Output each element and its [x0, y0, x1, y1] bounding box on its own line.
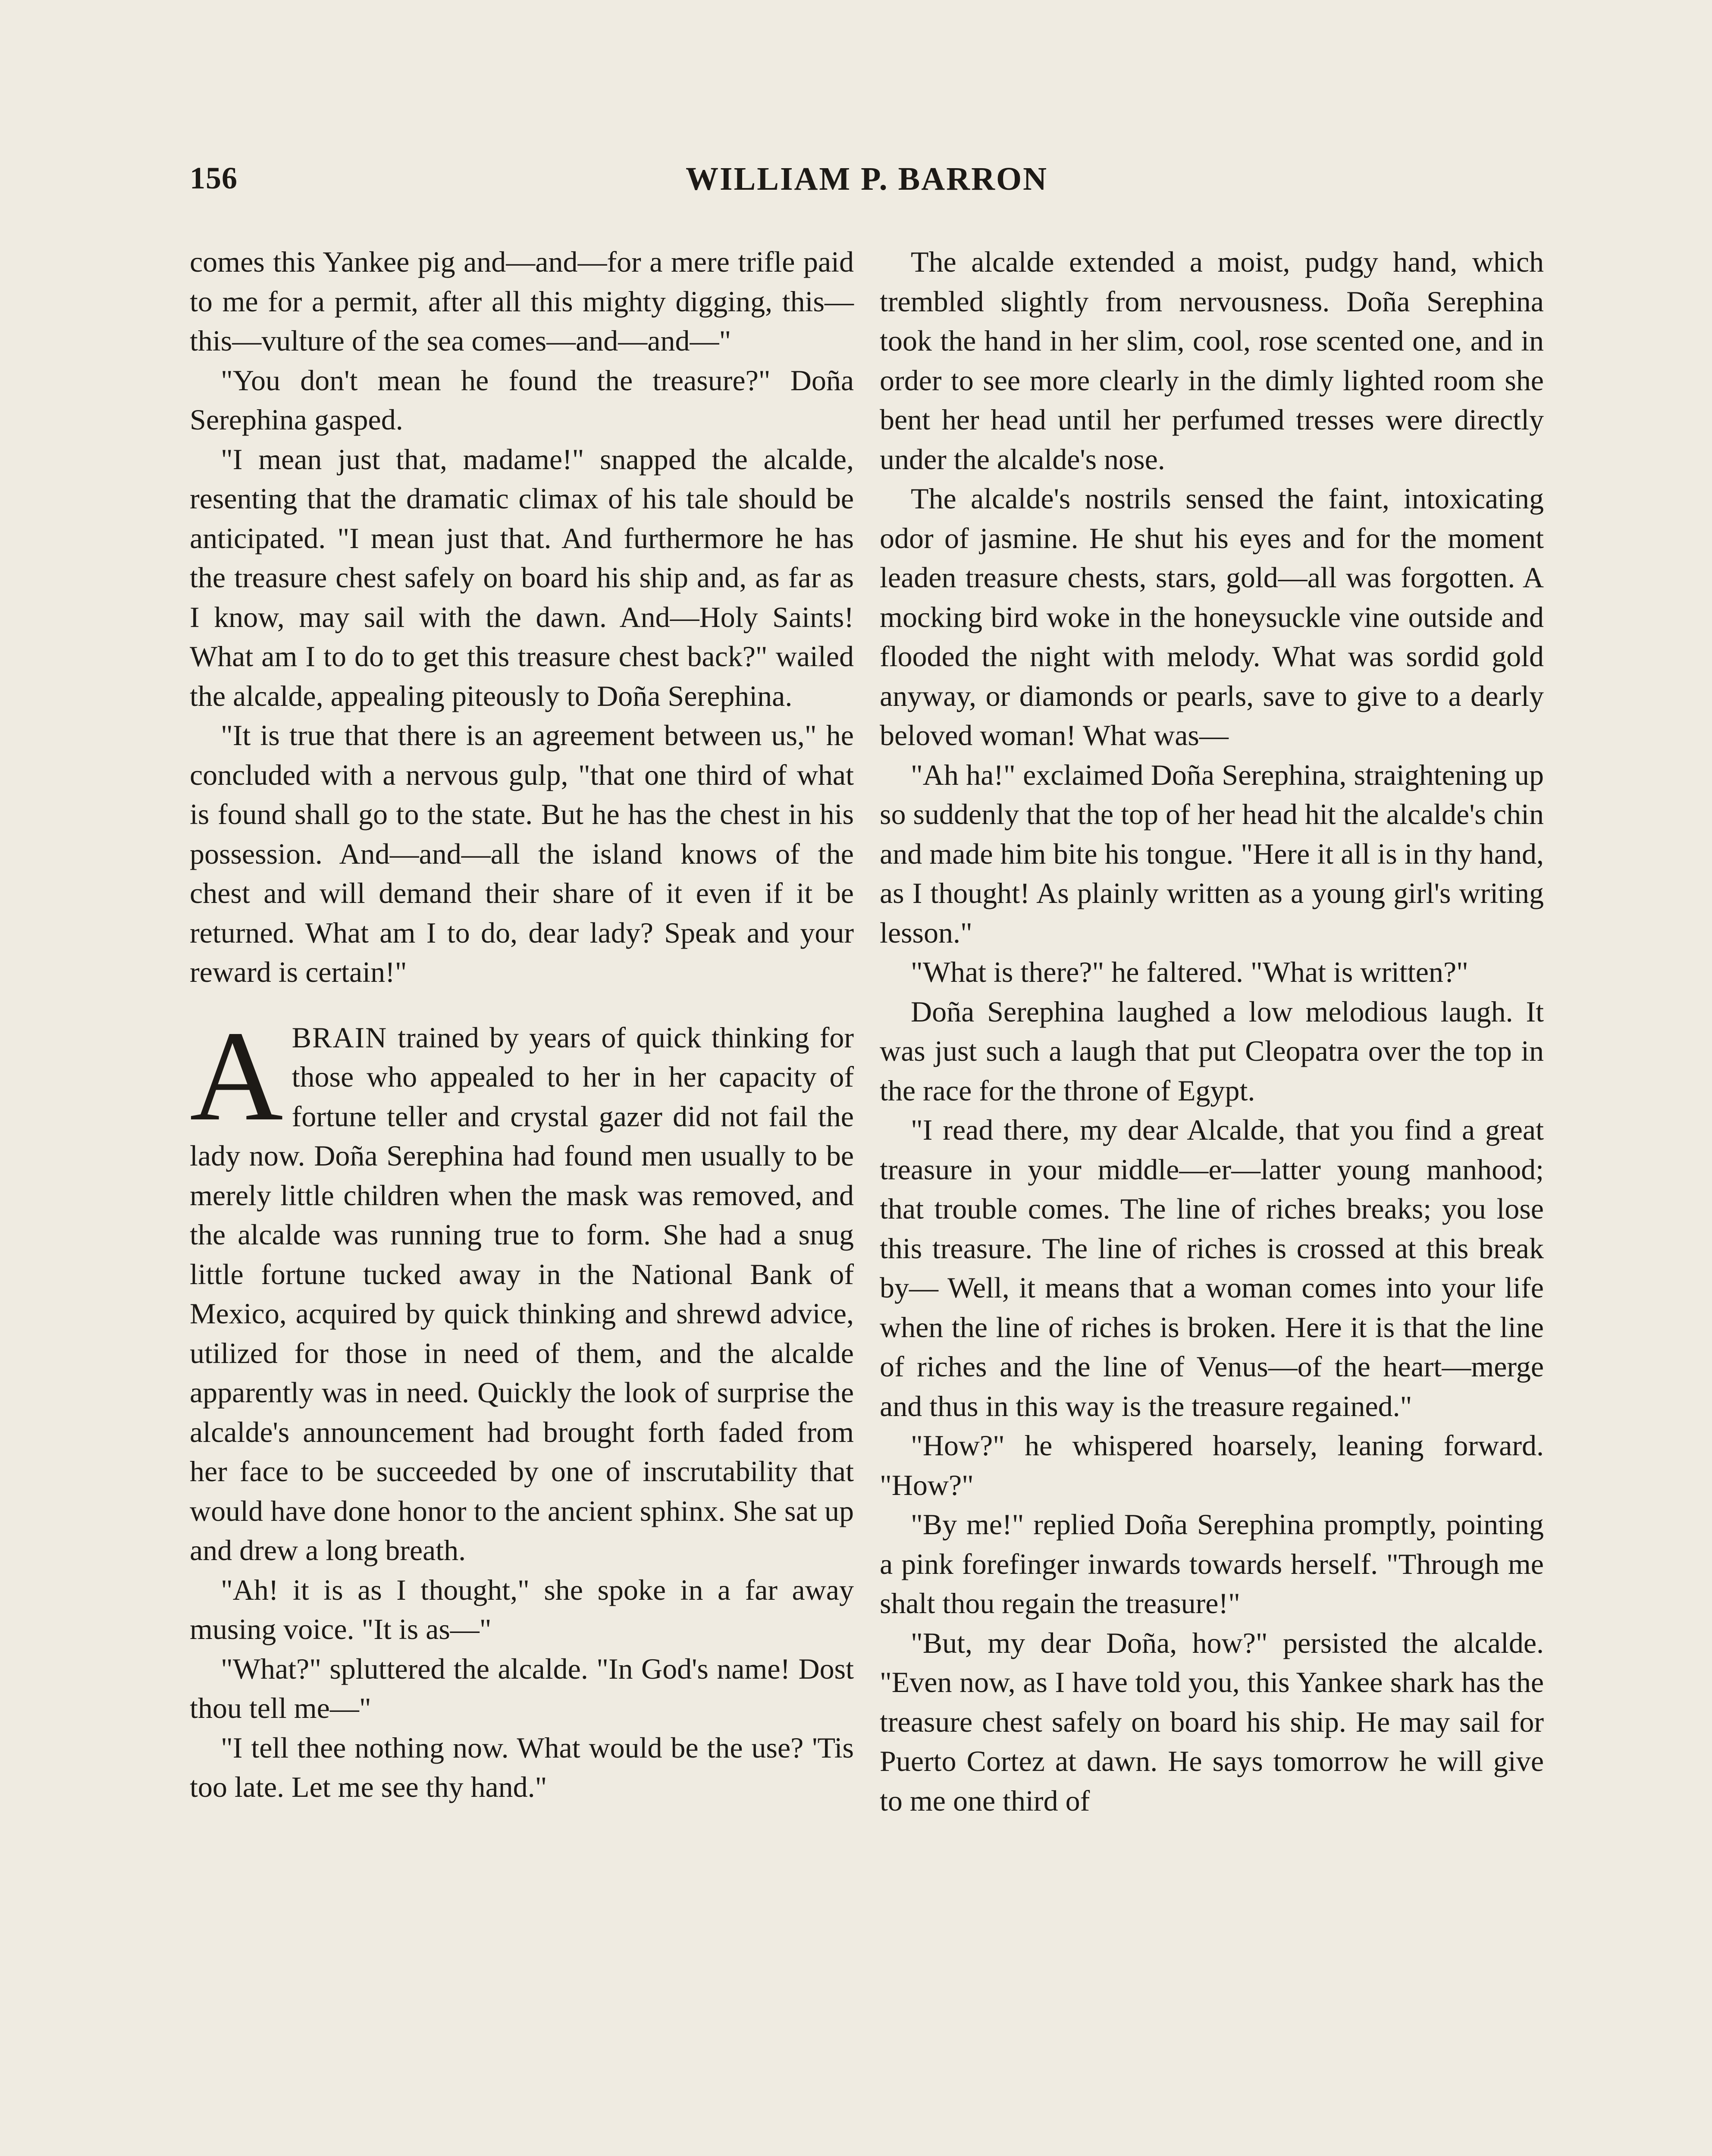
section-text: trained by years of quick thinking for those who appealed to her in her capacity of fortune teller and crystal gazer did not fail the lady now. Doña Serephina had found men usually to be merely little children when the mask was removed, and the alcalde was running true to form. She had a snug little fortune tucked away in the National Bank of Mexico, acquired by quick thinking and shrewd advice, utilized for those in need of them, and the alcalde apparently was in need. Quickly the look of surprise the alcalde's announcement had brought forth faded from her face to be succeeded by one of inscrutability that would have done honor to the ancient sphinx. She sat up and drew a long breath. — [190, 1021, 854, 1567]
page-header — [190, 160, 1544, 208]
page-number: 156 — [190, 161, 238, 195]
paragraph: The alcalde's nostrils sensed the faint, intoxicating odor of jasmine. He shut his eyes and for the moment leaden treasure chests, stars, gold—all was forgotten. A mocking bird woke in the honeysuckle vine outside and flooded the night with melody. What was sordid gold anyway, or diamonds or pearls, save to give to a dearly beloved woman! What was— — [880, 482, 1544, 752]
paragraph: "Ah! it is as I thought," she spoke in a far away musing voice. "It is as—" — [190, 1573, 854, 1645]
paragraph: "I read there, my dear Alcalde, that you find a great treasure in your middle—er—latter young manhood; that trouble comes. The line of riches breaks; you lose this treasure. The line of riches is crossed at this break by— Well, it means that a woman comes into your life when the line of riches is broken. Here it is that the line of riches and the line of Venus—of the heart—merge and thus in this way is the treasure regained." — [880, 1113, 1544, 1423]
paragraph: "You don't mean he found the treasure?" Doña Serephina gasped. — [190, 364, 854, 436]
section-opening-paragraph — [190, 1004, 854, 1570]
paragraph: "But, my dear Doña, how?" persisted the alcalde. "Even now, as I have told you, this Yankee shark has the treasure chest safely on board his ship. He may sail for Puerto Cortez at dawn. He says tomorrow he will give to me one third of — [880, 1626, 1544, 1817]
paragraph: "What is there?" he faltered. "What is written?" — [911, 956, 1468, 988]
paragraph: "What?" spluttered the alcalde. "In God's name! Dost thou tell me—" — [190, 1652, 854, 1724]
right-column — [880, 242, 1544, 1821]
section-lead-word: BRAIN — [292, 1021, 388, 1054]
paragraph: "I mean just that, madame!" snapped the alcalde, resenting that the dramatic climax of his tale should be anticipated. "I mean just that. And furthermore he has the treasure chest safely on board his ship and, as far as I know, may sail with the dawn. And—Holy Saints! What am I to do to get this treasure chest back?" wailed the alcalde, appealing piteously to Doña Serephina. — [190, 442, 854, 712]
paragraph: comes this Yankee pig and—and—for a mere trifle paid to me for a permit, after all this mighty digging, this—this—vulture of the sea comes—and—and—" — [190, 245, 854, 357]
paragraph: Doña Serephina laughed a low melodious laugh. It was just such a laugh that put Cleopatra over the top in the race for the throne of Egypt. — [880, 995, 1544, 1107]
paragraph: "Ah ha!" exclaimed Doña Serephina, straightening up so suddenly that the top of her head hit the alcalde's chin and made him bite his tongue. "Here it all is in thy hand, as I thought! As plainly written as a young girl's writing lesson." — [880, 758, 1544, 949]
left-column — [190, 242, 854, 1807]
drop-cap: A — [190, 1004, 283, 1147]
paragraph: The alcalde extended a moist, pudgy hand, which trembled slightly from nervousness. Doña Serephina took the hand in her slim, cool, rose scented one, and in order to see more clearly in the dimly lighted room she bent her head until her perfumed tresses were directly under the alcalde's nose. — [880, 245, 1544, 476]
paragraph: "I tell thee nothing now. What would be the use? 'Tis too late. Let me see thy hand." — [190, 1731, 854, 1803]
paragraph: "It is true that there is an agreement between us," he concluded with a nervous gulp, "that one third of what is found shall go to the state. But he has the chest in his possession. And—and—all the island knows of the chest and will demand their share of it even if it be returned. What am I to do, dear lady? Speak and your reward is certain!" — [190, 719, 854, 988]
paragraph: "How?" he whispered hoarsely, leaning forward. "How?" — [880, 1429, 1544, 1501]
paragraph: "By me!" replied Doña Serephina promptly, pointing a pink forefinger inwards towards herself. "Through me shalt thou regain the treasure!" — [880, 1508, 1544, 1620]
running-head-author: WILLIAM P. BARRON — [686, 161, 1048, 197]
